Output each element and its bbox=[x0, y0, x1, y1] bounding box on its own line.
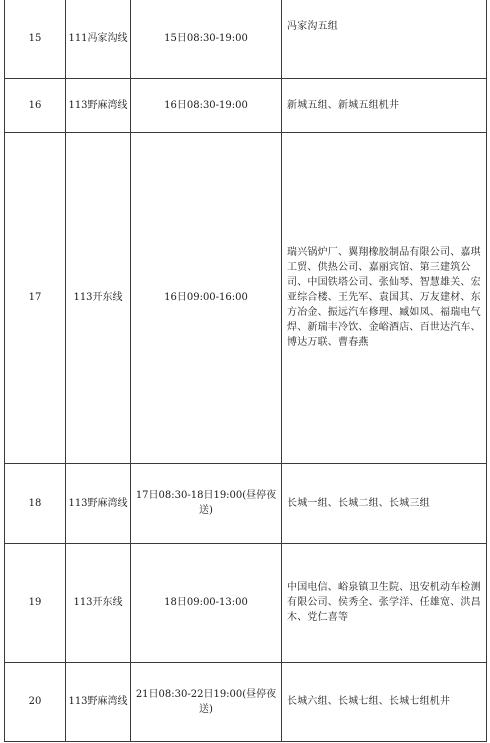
affected-area-cell bbox=[282, 0, 487, 78]
affected-area-cell bbox=[282, 543, 487, 662]
affected-area-cell bbox=[282, 662, 487, 741]
affected-area-text: 长城六组、长城七组、长城七组机井 bbox=[287, 696, 451, 707]
affected-area-text: 瑞兴锅炉厂、翼翔橡胶制品有限公司、嘉琪工贸、供热公司、嘉丽宾馆、第三建筑公司、中国铁塔公司、张仙琴、智慧雄关、宏亚综合楼、王先军、袁国其、万友建材、东方冶金、振远汽车修理、臧如凤、福瑞电气焊、新瑞丰冷饮、金峪酒店、百世达汽车、博达万联、曹春燕 bbox=[287, 247, 481, 348]
affected-area-text: 长城一组、长城二组、长城三组 bbox=[287, 497, 430, 509]
row-number-cell: 18 bbox=[5, 463, 66, 543]
line-name-cell: 113野麻湾线 bbox=[66, 662, 131, 741]
outage-time-text: 16日09:00-16:00 bbox=[164, 292, 248, 303]
outage-time-text: 16日08:30-19:00 bbox=[164, 99, 248, 111]
affected-area-text: 新城五组、新城五组机井 bbox=[287, 99, 400, 111]
affected-area-cell bbox=[282, 132, 487, 463]
line-name-cell: 113野麻湾线 bbox=[66, 463, 131, 543]
outage-time-cell bbox=[131, 543, 282, 662]
row-number-cell: 15 bbox=[5, 0, 66, 78]
outage-time-text: 21日08:30-22日19:00(昼停夜送) bbox=[135, 688, 277, 715]
row-number-cell: 16 bbox=[5, 78, 66, 132]
line-name-cell: 113野麻湾线 bbox=[66, 78, 131, 132]
affected-area-text: 冯家沟五组 bbox=[287, 21, 338, 32]
row-number-cell: 17 bbox=[5, 132, 66, 463]
table-row bbox=[5, 662, 487, 741]
affected-area-cell bbox=[282, 78, 487, 132]
outage-time-text: 17日08:30-18日19:00(昼停夜送) bbox=[135, 490, 277, 516]
table-row bbox=[5, 78, 487, 132]
affected-area-text: 中国电信、峪泉镇卫生院、迅安机动车检测有限公司、侯秀全、张学洋、任雄宽、洪昌木、党仁喜等 bbox=[287, 582, 481, 623]
line-name-cell: 113开东线 bbox=[66, 543, 131, 662]
row-number-cell: 19 bbox=[5, 543, 66, 662]
outage-time-cell bbox=[131, 662, 282, 741]
row-number-cell: 20 bbox=[5, 662, 66, 741]
outage-time-cell bbox=[131, 78, 282, 132]
outage-time-cell bbox=[131, 463, 282, 543]
table-row bbox=[5, 463, 487, 543]
line-name-cell: 111冯家沟线 bbox=[66, 0, 131, 78]
table-row bbox=[5, 0, 487, 78]
outage-time-text: 15日08:30-19:00 bbox=[164, 33, 248, 45]
outage-time-cell bbox=[131, 0, 282, 78]
table-row bbox=[5, 543, 487, 662]
outage-schedule-table bbox=[4, 0, 487, 742]
outage-time-text: 18日09:00-13:00 bbox=[164, 597, 248, 608]
line-name-cell: 113开东线 bbox=[66, 132, 131, 463]
affected-area-cell bbox=[282, 463, 487, 543]
outage-time-cell bbox=[131, 132, 282, 463]
table-row bbox=[5, 132, 487, 463]
